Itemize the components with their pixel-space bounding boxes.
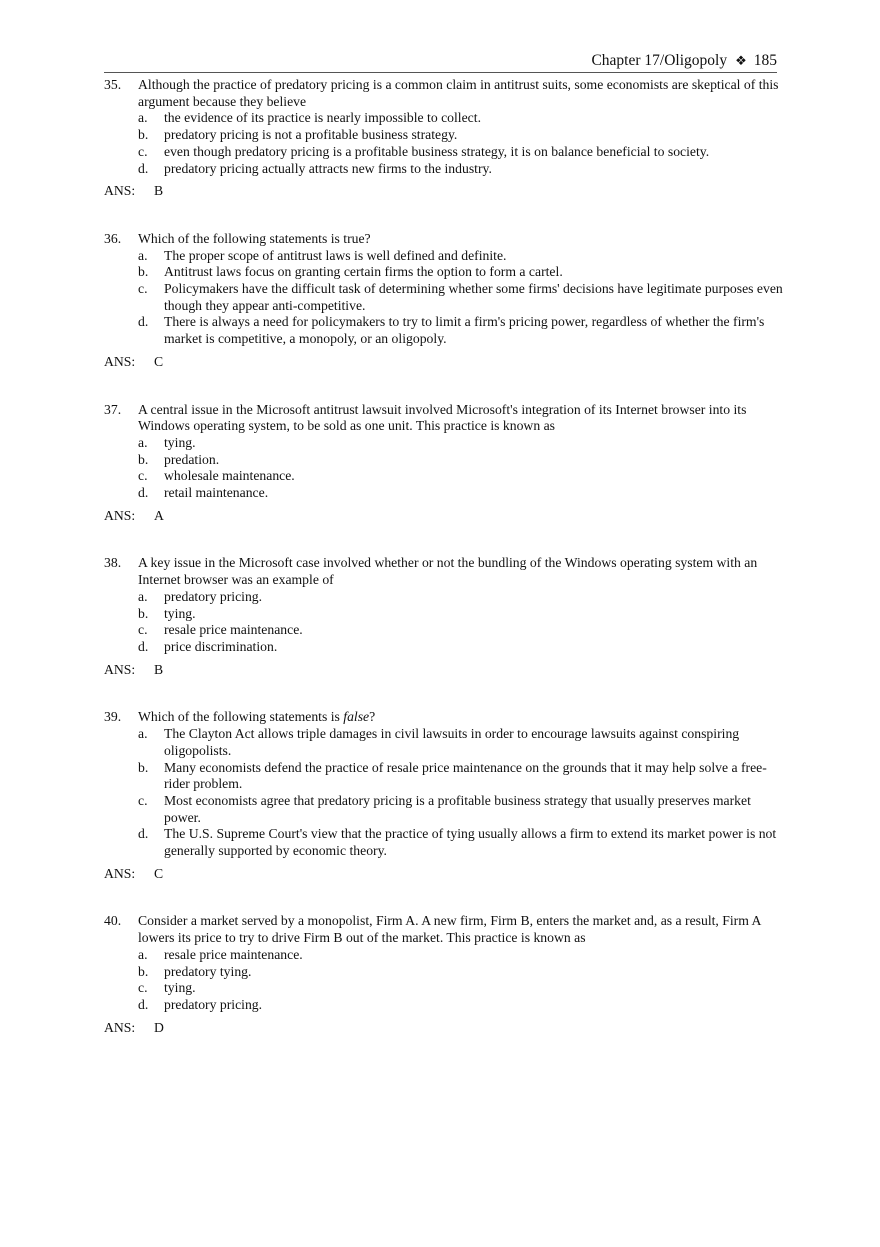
question-number: 37. [104,401,122,417]
question-stem: A key issue in the Microsoft case involved whether or not the bundling of the Windows operating system with an Internet browser was an example of [138,555,758,588]
option-letter: c. [138,792,148,808]
option-c [138,468,784,485]
option-letter: a. [138,434,148,450]
question-stem: A central issue in the Microsoft antitrust lawsuit involved Microsoft's integration of its Internet browser into its Windows operating system, to be sold as one unit. This practice is known as [138,401,747,434]
four-diamond-icon: ❖ [735,53,747,68]
option-c [138,622,784,639]
option-c [138,281,784,314]
option-b [138,127,784,144]
option-letter: c. [138,622,148,638]
option-d [138,485,784,502]
option-letter: d. [138,826,149,842]
option-a [138,110,784,127]
answer-label: ANS: [104,183,136,199]
option-text: There is always a need for policymakers to try to limit a firm's pricing power, regardless of whether the firm's market is competitive, a monopoly, or an oligopoly. [164,314,765,347]
answer-label: ANS: [104,353,136,369]
option-letter: a. [138,110,148,126]
answer-line [104,866,784,883]
page-header [104,52,777,73]
question-stem: Consider a market served by a monopolist, Firm A. A new firm, Firm B, enters the market and, as a result, Firm A lowers its price to try to drive Firm B out of the market. This practice is known as [138,913,761,946]
question-39 [104,709,784,882]
option-letter: c. [138,468,148,484]
options-list [104,435,784,502]
option-text: The proper scope of antitrust laws is well defined and definite. [164,247,507,263]
option-b [138,606,784,623]
question-stem [138,709,784,726]
option-letter: d. [138,485,149,501]
option-text: resale price maintenance. [164,622,303,638]
option-a [138,248,784,265]
option-text: Many economists defend the practice of resale price maintenance on the grounds that it may help solve a free-rider problem. [164,759,767,792]
option-a [138,726,784,759]
answer-label: ANS: [104,661,136,677]
option-letter: b. [138,963,149,979]
answer-value: D [154,1019,164,1035]
page-number: 185 [753,52,777,69]
option-text: predatory pricing. [164,996,263,1012]
option-text: price discrimination. [164,638,278,654]
option-letter: b. [138,605,149,621]
question-stem: Although the practice of predatory pricing is a common claim in antitrust suits, some economists are skeptical of this argument because they believe [138,77,779,109]
option-text: Most economists agree that predatory pricing is a profitable business strategy that usually preserves market power. [164,792,751,825]
answer-line [104,662,784,679]
option-text: Antitrust laws focus on granting certain firms the option to form a cartel. [164,264,563,280]
option-d [138,997,784,1014]
question-stem: Which of the following statements is true? [138,230,371,246]
stem-suffix: ? [369,709,376,725]
option-letter: c. [138,143,148,159]
answer-label: ANS: [104,865,136,881]
option-letter: a. [138,726,148,742]
options-list [104,248,784,348]
option-letter: b. [138,759,149,775]
answer-line [104,183,784,200]
option-b [138,264,784,281]
option-letter: b. [138,451,149,467]
options-list [104,726,784,860]
option-b [138,964,784,981]
question-number: 35. [104,77,122,92]
option-text: tying. [164,434,196,450]
answer-value: B [154,183,164,199]
option-c [138,980,784,997]
option-text: Policymakers have the difficult task of determining whether some firms' decisions have legitimate purposes even though they appear anti-competitive. [164,281,783,313]
question-list [104,77,784,1067]
answer-value: C [154,353,164,369]
question-40 [104,913,784,1036]
option-d [138,639,784,656]
option-letter: a. [138,588,148,604]
option-d [138,161,784,178]
options-list [104,589,784,656]
answer-line [104,1020,784,1037]
answer-label: ANS: [104,507,136,523]
question-35 [104,77,784,200]
option-text: tying. [164,605,196,621]
option-letter: d. [138,996,149,1012]
option-text: predatory pricing is not a profitable business strategy. [164,127,458,143]
question-36 [104,231,784,371]
option-letter: d. [138,314,149,330]
option-text: the evidence of its practice is nearly impossible to collect. [164,110,481,126]
answer-value: A [154,507,164,523]
option-c [138,144,784,161]
option-letter: c. [138,980,148,996]
option-text: resale price maintenance. [164,946,303,962]
option-d [138,314,784,347]
option-text: wholesale maintenance. [164,468,295,484]
answer-value: B [154,661,164,677]
option-text: tying. [164,980,196,996]
question-number: 40. [104,913,122,929]
option-d [138,826,784,859]
option-letter: d. [138,160,149,176]
options-list [104,947,784,1014]
option-text: predatory tying. [164,963,252,979]
answer-label: ANS: [104,1019,136,1035]
question-number: 38. [104,555,122,571]
option-a [138,947,784,964]
answer-line [104,354,784,371]
question-38 [104,555,784,678]
options-list [104,110,784,177]
question-number: 36. [104,230,122,246]
option-b [138,760,784,793]
question-number: 39. [104,709,122,725]
option-text: retail maintenance. [164,485,269,501]
option-letter: a. [138,946,148,962]
option-text: even though predatory pricing is a profitable business strategy, it is on balance beneficial to society. [164,143,710,159]
option-text: predatory pricing actually attracts new firms to the industry. [164,160,492,176]
option-letter: b. [138,127,149,143]
answer-line [104,508,784,525]
option-text: The U.S. Supreme Court's view that the practice of tying usually allows a firm to extend its market power is not generally supported by economic theory. [164,826,777,859]
answer-value: C [154,865,164,881]
option-text: predatory pricing. [164,588,263,604]
option-c [138,793,784,826]
stem-prefix: Which of the following statements is [138,709,344,725]
chapter-title: Chapter 17/Oligopoly [591,52,728,69]
question-37 [104,402,784,525]
option-a [138,589,784,606]
option-letter: d. [138,638,149,654]
option-letter: a. [138,247,148,263]
stem-emphasis: false [343,709,370,725]
option-b [138,452,784,469]
option-text: The Clayton Act allows triple damages in civil lawsuits in order to encourage lawsuits against conspiring oligopolists. [164,726,740,758]
option-text: predation. [164,451,220,467]
option-letter: b. [138,264,149,280]
option-letter: c. [138,281,148,297]
option-a [138,435,784,452]
